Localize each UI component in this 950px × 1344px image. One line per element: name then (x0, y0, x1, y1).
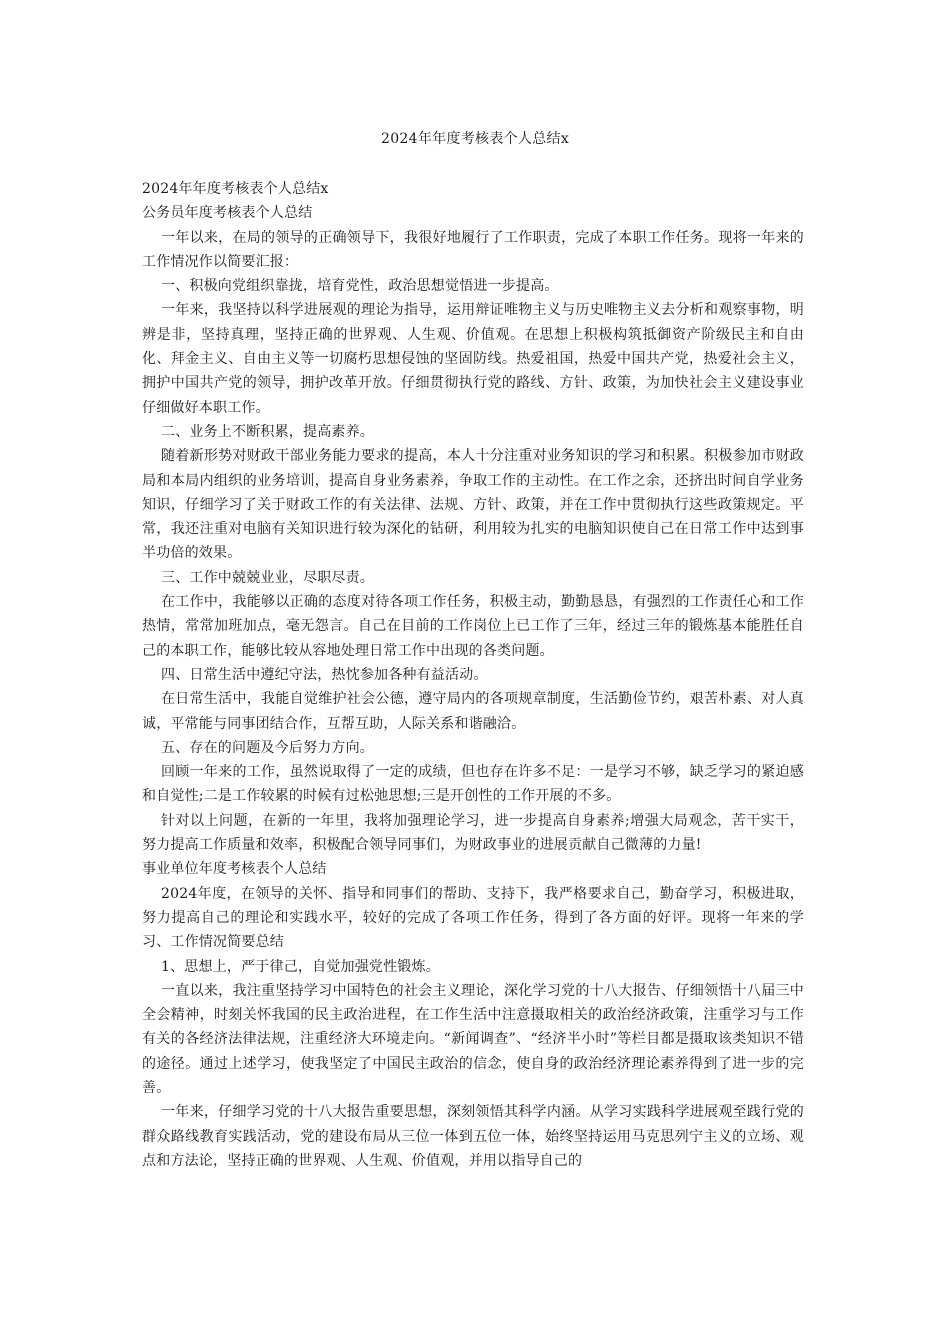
paragraph: 一年来，仔细学习党的十八大报告重要思想，深刻领悟其科学内涵。从学习实践科学进展观至践行党的群众路线教育实践活动，党的建设布局从三位一体到五位一体，始终坚持运用马克思列宁主义的立场、观点和方法论，坚持正确的世界观、人生观、价值观，并用以指导自己的 (142, 1104, 804, 1169)
document-title: 2024年年度考核表个人总结x (380, 131, 570, 147)
paragraph: 事业单位年度考核表个人总结 (142, 861, 327, 878)
paragraph: 二、业务上不断积累，提高素养。 (161, 423, 374, 440)
paragraph: 1、思想上，严于律己，自觉加强党性锻炼。 (161, 958, 440, 975)
paragraph: 在工作中，我能够以正确的态度对待各项工作任务，积极主动，勤勤恳恳，有强烈的工作责任心和工作热情，常常加班加点，毫无怨言。自己在目前的工作岗位上已工作了三年，经过三年的锻炼基本能胜任自己的本职工作，能够比较从容地处理日常工作中出现的各类问题。 (142, 594, 804, 659)
paragraph: 三、工作中兢兢业业，尽职尽责。 (161, 569, 374, 586)
paragraph: 2024年度，在领导的关怀、指导和同事们的帮助、支持下，我严格要求自己，勤奋学习，积极进取，努力提高自己的理论和实践水平，较好的完成了各项工作任务，得到了各方面的好评。现将一年来的学习、工作情况简要总结 (142, 885, 804, 951)
paragraph: 2024年年度考核表个人总结x (142, 181, 329, 197)
document-body (142, 177, 804, 1173)
paragraph: 一年以来，在局的领导的正确领导下，我很好地履行了工作职责，完成了本职工作任务。现将一年来的工作情况作以简要汇报： (142, 229, 804, 270)
paragraph: 随着新形势对财政干部业务能力要求的提高，本人十分注重对业务知识的学习和积累。积极参加市财政局和本局内组织的业务培训，提高自身业务素养，争取工作的主动性。在工作之余，还挤出时间自学业务知识，仔细学习了关于财政工作的有关法律、法规、方针、政策，并在工作中贯彻执行这些政策规定。平常，我还注重对电脑有关知识进行较为深化的钻研，利用较为扎实的电脑知识使自己在日常工作中达到事半功倍的效果。 (142, 448, 804, 562)
paragraph: 回顾一年来的工作，虽然说取得了一定的成绩，但也存在许多不足：一是学习不够，缺乏学习的紧迫感和自觉性;二是工作较累的时候有过松弛思想;三是开创性的工作开展的不多。 (142, 764, 804, 805)
paragraph: 在日常生活中，我能自觉维护社会公德，遵守局内的各项规章制度，生活勤俭节约，艰苦朴素、对人真诚，平常能与同事团结合作，互帮互助，人际关系和谐融洽。 (142, 691, 804, 732)
paragraph: 四、日常生活中遵纪守法，热忱参加各种有益活动。 (161, 666, 488, 683)
paragraph: 一年来，我坚持以科学进展观的理论为指导，运用辩证唯物主义与历史唯物主义去分析和观察事物，明辨是非，坚持真理，坚持正确的世界观、人生观、价值观。在思想上积极构筑抵御资产阶级民主和自由化、拜金主义、自由主义等一切腐朽思想侵蚀的坚固防线。热爱祖国，热爱中国共产党，热爱社会主义，拥护中国共产党的领导，拥护改革开放。仔细贯彻执行党的路线、方针、政策，为加快社会主义建设事业仔细做好本职工作。 (142, 302, 804, 416)
paragraph: 一直以来，我注重坚持学习中国特色的社会主义理论，深化学习党的十八大报告、仔细领悟十八届三中全会精神，时刻关怀我国的民主政治进程，在工作生活中注意摄取相关的政治经济政策，注重学习与工作有关的各经济法律法规，注重经济大环境走向。“新闻调查”、“经济半小时”等栏目都是摄取该类知识不错的途径。通过上述学习，使我坚定了中国民主政治的信念，使自身的政治经济理论素养得到了进一步的完善。 (142, 982, 804, 1096)
paragraph: 公务员年度考核表个人总结 (142, 205, 313, 222)
paragraph: 五、存在的问题及今后努力方向。 (161, 739, 374, 756)
paragraph: 一、积极向党组织靠拢，培育党性，政治思想觉悟进一步提高。 (161, 278, 559, 295)
paragraph: 针对以上问题，在新的一年里，我将加强理论学习，进一步提高自身素养;增强大局观念，苦干实干，努力提高工作质量和效率，积极配合领导同事们，为财政事业的进展贡献自己微薄的力量! (142, 812, 804, 854)
